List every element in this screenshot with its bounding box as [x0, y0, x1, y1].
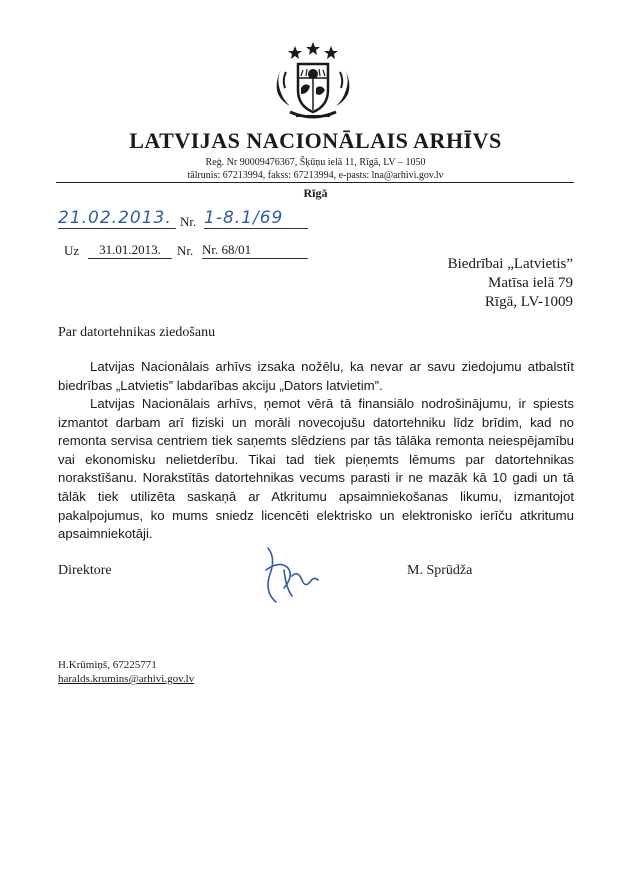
- handwritten-number: 1-8.1/69: [204, 208, 308, 229]
- reply-nr-label: Nr.: [177, 243, 194, 258]
- handwritten-date: 21.02.2013.: [58, 208, 176, 229]
- header-contact-line: tālrunis: 67213994, fakss: 67213994, e-pasts: lna@arhivi.gov.lv: [187, 170, 444, 181]
- coat-of-arms-icon: [268, 38, 358, 128]
- paragraph-text: Latvijas Nacionālais arhīvs izsaka nožēlu, ka nevar ar savu ziedojumu atbalstīt biedrības „Latvietis” labdarības akciju „Dators latvietim”.: [58, 359, 574, 393]
- reply-prefix: Uz: [64, 243, 80, 258]
- city-label: Rīgā: [303, 186, 328, 200]
- signer-name: M. Sprūdža: [407, 563, 473, 578]
- recipient-city: Rīgā, LV-1009: [484, 294, 573, 310]
- body-paragraph: [58, 358, 574, 395]
- signer-role: Direktore: [58, 563, 112, 578]
- recipient-name: Biedrībai „Latvietis”: [447, 256, 573, 272]
- letter-subject: Par datortehnikas ziedošanu: [58, 325, 216, 340]
- contact-email-link[interactable]: haralds.krumins@arhivi.gov.lv: [58, 673, 195, 685]
- header-divider: [56, 182, 574, 183]
- reply-date: 31.01.2013.: [88, 242, 172, 259]
- nr-label: Nr.: [180, 214, 197, 229]
- body-paragraph: [58, 395, 574, 544]
- contact-person: H.Krūmiņš, 67225771: [58, 659, 157, 671]
- recipient-street: Matīsa ielā 79: [488, 275, 573, 291]
- paragraph-text: Latvijas Nacionālais arhīvs, ņemot vērā tā finansiālo nodrošinājumu, ir spiests izmantot darbam arī fiziski un morāli novecojušu datortehniku līdz brīdim, kad no remonta servisa centriem tiek saņemts slēdziens par tās tālāka remonta neiespējamību vai ekonomisku nelietderību. Tikai tad tiek pieņemts lēmums par datortehnikas norakstīšanu. Norakstītās datortehnikas vecums parasti ir ne mazāk kā 10 gadi un tā tālāk tiek utilizēta saskaņā ar Atkritumu apsaimniekošanas likumu, izmantojot pakalpojumus, ko mums sniedz licencēti elektrisko un elektronisko ierīču atkritumu apsaimniekotāji.: [58, 396, 574, 542]
- registration-line: Reģ. Nr 90009476367, Šķūņu ielā 11, Rīgā, LV – 1050: [205, 157, 426, 168]
- reply-number: Nr. 68/01: [202, 242, 308, 259]
- organization-name: LATVIJAS NACIONĀLAIS ARHĪVS: [129, 128, 502, 153]
- handwritten-signature-icon: [256, 540, 326, 610]
